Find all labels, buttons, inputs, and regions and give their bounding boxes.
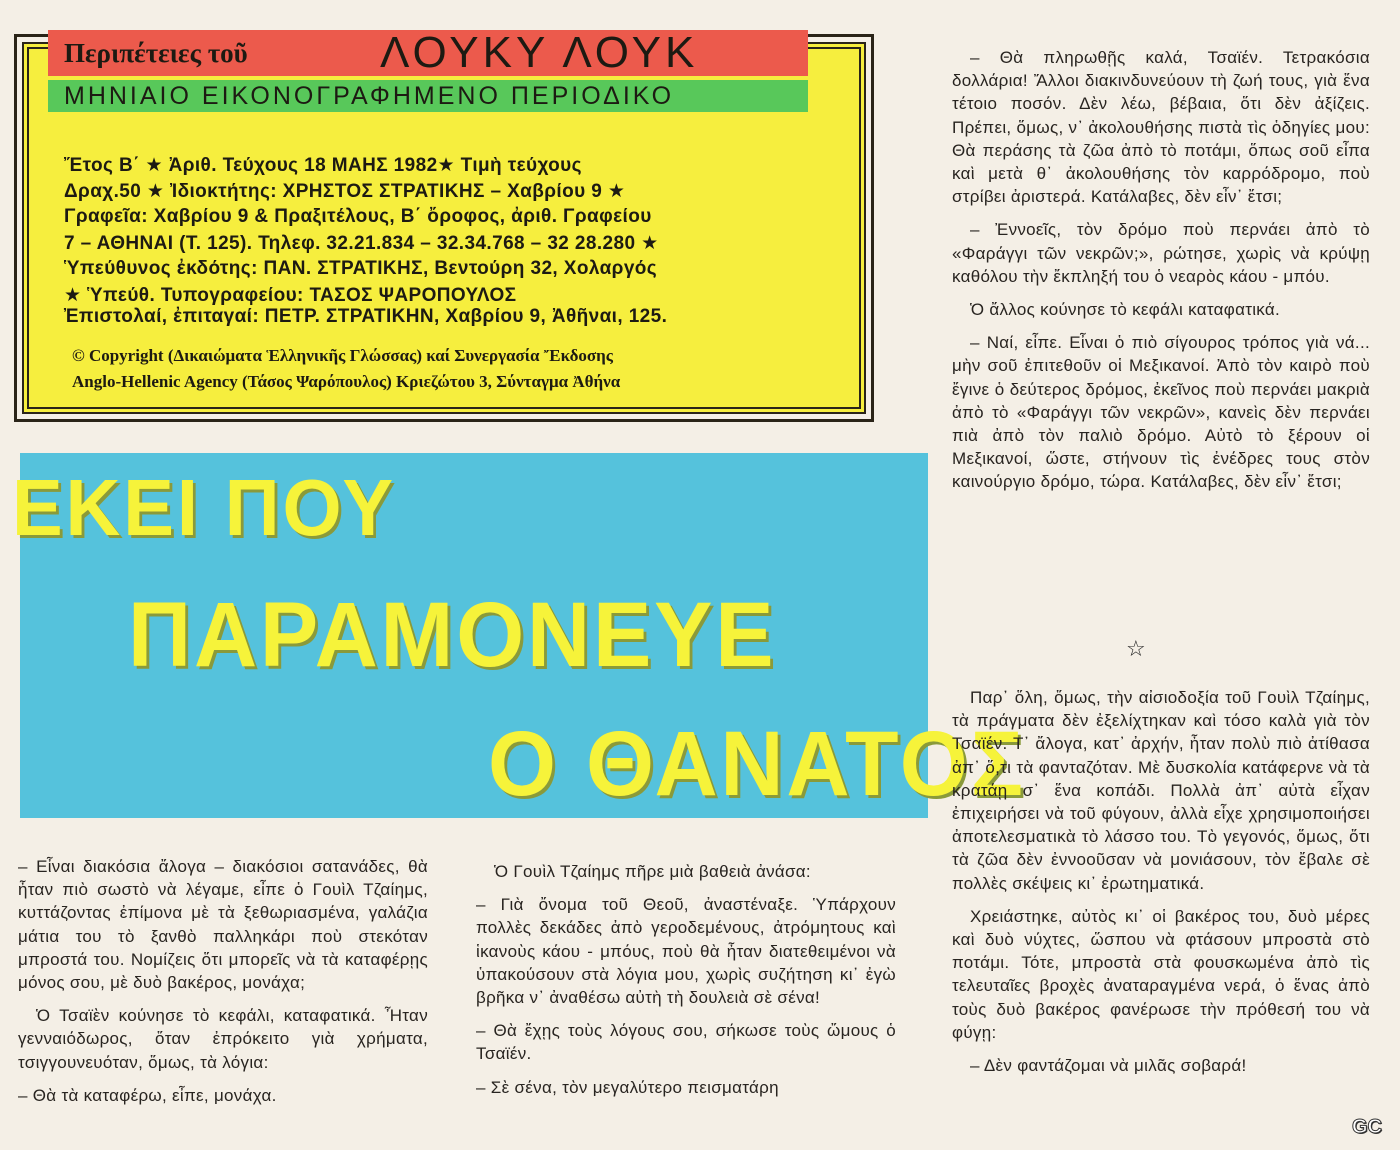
paragraph: – Σὲ σένα, τὸν μεγαλύτερο πεισματάρη bbox=[476, 1077, 779, 1097]
paragraph: – Θὰ ἔχῃς τοὺς λόγους σου, σήκωσε τοὺς ὤμους ὁ Τσαϊέν. bbox=[476, 1021, 896, 1064]
masthead-line: Ἐπιστολαί, ἐπιταγαί: ΠΕΤΡ. ΣΤΡΑΤΙΚΗΝ, Χαβρίου 9, Ἀθῆναι, 125. bbox=[64, 306, 668, 327]
masthead-subtitle: ΜΗΝΙΑΙΟ ΕΙΚΟΝΟΓΡΑΦΗΜΕΝΟ ΠΕΡΙΟΔΙΚΟ bbox=[64, 82, 675, 110]
text-column-left bbox=[18, 855, 428, 1107]
paragraph: Παρ᾽ ὅλη, ὅμως, τὴν αἰσιοδοξία τοῦ Γουὶλ Τζαίημς, τὰ πράγματα δὲν ἐξελίχτηκαν καὶ τόσο καλὰ γιὰ τὸν Τσαϊέν. Τ᾽ ἄλογα, κατ᾽ ἀρχήν, ἦταν πολὺ πιὸ ἀτίθασα ἀπ᾽ ὅ,τι τὰ φανταζόταν. Μὲ δυσκολία κατάφερνε νὰ τὰ κρατάῃ σ᾽ ἕνα κοπάδι. Πολλὰ ἀπ᾽ αὐτὰ εἶχαν ἐπιχειρήσει νὰ τοῦ φύγουν, ἀλλὰ εἶχε χρησιμοποιήσει ἀποτελεσματικὰ τὸ λάσσο του. Τὸ γεγονός, ὅμως, ὅτι τὰ ζῶα δὲν ἐννοοῦσαν νὰ μονιάσουν, τὸν ἔβαλε σὲ πολλὲς σκέψεις κι᾽ ἐρωτηματικά. bbox=[952, 688, 1370, 893]
paragraph: – Δὲν φαντάζομαι νὰ μιλᾶς σοβαρά! bbox=[970, 1056, 1247, 1076]
masthead-line: Δραχ.50 ★ Ἰδιοκτήτης: ΧΡΗΣΤΟΣ ΣΤΡΑΤΙΚΗΣ – Χαβρίου 9 ★ bbox=[64, 181, 626, 202]
story-title-line-1: ΕΚΕΙ ΠΟΥ bbox=[12, 463, 396, 552]
masthead-series-label: Περιπέτειες τοῦ bbox=[64, 38, 248, 68]
masthead-line: Ὑπεύθυνος ἐκδότης: ΠΑΝ. ΣΤΡΑΤΙΚΗΣ, Βεντούρη 32, Χολαργός bbox=[64, 258, 658, 279]
watermark-logo: GC bbox=[1352, 1116, 1382, 1138]
masthead-copyright: Anglo-Hellenic Agency (Τάσος Ψαρόπουλος) Κριεζώτου 3, Σύνταγμα Ἀθήνα bbox=[72, 372, 621, 391]
text-column-right-lower bbox=[952, 686, 1370, 1077]
paragraph: – Εἶναι διακόσια ἄλογα – διακόσιοι σατανάδες, θὰ ἦταν πιὸ σωστὸ νὰ λέγαμε, εἶπε ὁ Γουὶλ Τζαίημς, κυττάζοντας ἐπίμονα μὲ τὰ ξεθωριασμένα, γαλάζια μάτια του τὸ ξανθὸ παλληκάρι ποὺ στεκόταν μπροστά του. Νομίζεις ὅτι μπορεῖς νὰ τὰ καταφέρῃς μόνος σου, μὲ δυὸ βακέρος, μονάχα; bbox=[18, 857, 428, 993]
text-column-middle bbox=[476, 860, 896, 1099]
masthead-line: ★ Ὑπεύθ. Τυπογραφείου: ΤΑΣΟΣ ΨΑΡΟΠΟΥΛΟΣ bbox=[64, 285, 517, 306]
text-column-right bbox=[952, 46, 1370, 494]
masthead-series-name: ΛΟΥΚΥ ΛΟΥΚ bbox=[380, 28, 699, 77]
paragraph: – Ἐννοεῖς, τὸν δρόμο ποὺ περνάει ἀπὸ τὸ «Φαράγγι τῶν νεκρῶν;», ρώτησε, χωρὶς νὰ κρύψῃ καθόλου τὴν ἔκπληξή του ὁ νεαρὸς κάου - μπόυ. bbox=[952, 220, 1370, 286]
paragraph: Ὁ Γουὶλ Τζαίημς πῆρε μιὰ βαθειὰ ἀνάσα: bbox=[494, 862, 811, 881]
paragraph: Χρειάστηκε, αὐτὸς κι᾽ οἱ βακέρος του, δυὸ μέρες καὶ δυὸ νύχτες, ὥσπου νὰ φτάσουν μπροστὰ στὸ ποτάμι. Τότε, μπροστὰ στὰ φουσκωμένα ἀπὸ τὶς τελευταῖες βροχὲς ἀναταραγμένα νερά, ὁ ἕνας ἀπὸ τοὺς δυὸ βακέρος φανέρωσε τὴν πρόθεσή του νὰ φύγῃ: bbox=[952, 906, 1370, 1042]
masthead-copyright: © Copyright (Δικαιώματα Ἑλληνικῆς Γλώσσας) καί Συνεργασία Ἔκδοσης bbox=[72, 346, 613, 365]
masthead-line: Ἔτος Β΄ ★ Ἀριθ. Τεύχους 18 ΜΑΗΣ 1982★ Τιμὴ τεύχους bbox=[64, 155, 582, 176]
star-separator-icon: ☆ bbox=[1126, 636, 1146, 661]
story-title-line-3: Ο ΘΑΝΑΤΟΣ bbox=[488, 713, 1026, 815]
paragraph: Ὁ Τσαϊὲν κούνησε τὸ κεφάλι, καταφατικά. Ἦταν γενναιόδωρος, ὅταν ἐπρόκειτο γιὰ χρήματα, τσιγγουνευόταν, ὅμως, τὰ λόγια: bbox=[18, 1006, 428, 1072]
paragraph: Ὁ ἄλλος κούνησε τὸ κεφάλι καταφατικά. bbox=[970, 300, 1281, 320]
paragraph: – Θὰ τὰ καταφέρω, εἶπε, μονάχα. bbox=[18, 1085, 277, 1105]
masthead-line: 7 – ΑΘΗΝΑΙ (Τ. 125). Τηλεφ. 32.21.834 – 32.34.768 – 32 28.280 ★ bbox=[64, 233, 659, 254]
story-title-line-2: ΠΑΡΑΜΟΝΕΥΕ bbox=[128, 584, 777, 686]
masthead-line: Γραφεῖα: Χαβρίου 9 & Πραξιτέλους, Β΄ ὄροφος, ἀριθ. Γραφείου bbox=[64, 206, 652, 227]
paragraph: – Θὰ πληρωθῇς καλά, Τσαϊέν. Τετρακόσια δολλάρια! Ἄλλοι διακινδυνεύουν τὴ ζωή τους, γιὰ ἕνα τέτοιο ποσόν. Δὲν λέω, βέβαια, ὅτι δὲν ἀξίζεις. Πρέπει, ὅμως, ν᾽ ἀκολουθήσης πιστὰ τὶς ὁδηγίες μου: Θὰ περάσης τὰ ζῶα ἀπὸ τὸ ποτάμι, ὅπως σοῦ εἶπα καὶ μετὰ θ᾽ ἀκολουθήσης τὸν καρρόδρομο, ποὺ στρίβει ἀριστερά. Κατάλαβες, δὲν εἶν᾽ ἔτσι; bbox=[952, 48, 1370, 207]
paragraph: – Ναί, εἶπε. Εἶναι ὁ πιὸ σίγουρος τρόπος γιὰ νά... μὴν σοῦ ἐπιτεθοῦν οἱ Μεξικανοί. Ἀπὸ τὸν καιρὸ ποὺ ἔγινε ὁ δεύτερος δρόμος, ἐκεῖνος ποὺ περνάει μακριὰ ἀπὸ τὸ «Φαράγγι τῶν νεκρῶν», κανεὶς δὲν περνάει πιὰ ἀπὸ τὸν παλιὸ δρόμο. Αὐτὸ τὸ ξέρουν οἱ Μεξικανοί, ὥστε, στήνουν τὶς ἐνέδρες τους στὸν καινούργιο δρόμο, τώρα. Κατάλαβες, δὲν εἶν᾽ ἔτσι; bbox=[952, 333, 1370, 492]
paragraph: – Γιὰ ὄνομα τοῦ Θεοῦ, ἀναστέναξε. Ὑπάρχουν πολλὲς δεκάδες ἀπὸ γεροδεμένους, ἀτρόμητους καὶ ἱκανοὺς κάου - μπόυς, ποὺ θὰ ἦταν διατεθειμένοι νὰ ὑπακούσουν στὰ λόγια μου, χωρὶς συζήτηση κι᾽ ἐγὼ βρῆκα ν᾽ ἀναθέσω αὐτὴ τὴ δουλειὰ σὲ σένα! bbox=[476, 895, 896, 1008]
